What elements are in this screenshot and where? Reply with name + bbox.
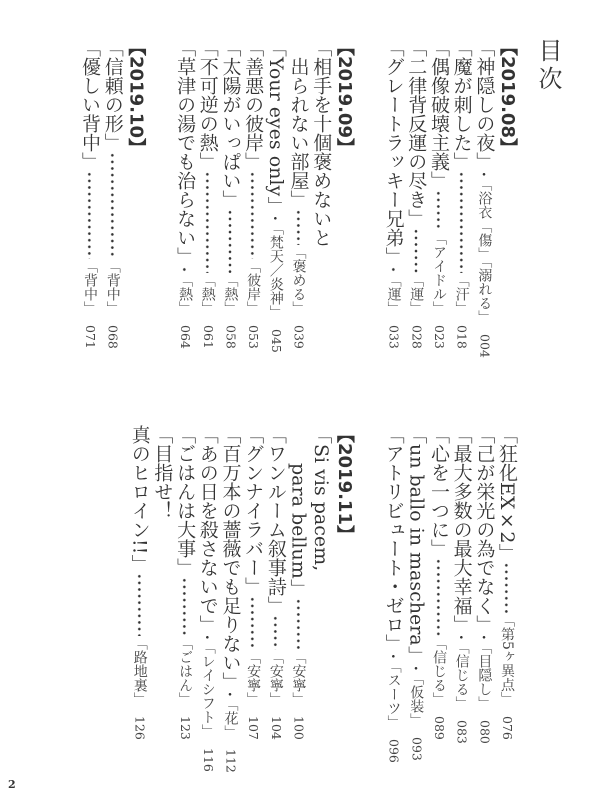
entry-title[interactable]: 「不可逆の熱」 (196, 38, 219, 171)
section-heading: 【2019.08】 (497, 38, 518, 156)
entry-title[interactable]: 「太陽がいっぱい」 (219, 38, 242, 209)
toc-entry[interactable] (196, 425, 219, 772)
entry-page-number: 039 (291, 325, 307, 349)
page-number: 2 (8, 778, 16, 791)
dot-leader (406, 228, 427, 273)
toc-entry[interactable] (264, 425, 287, 740)
entry-page-number: 018 (454, 325, 470, 349)
toc-entry[interactable] (241, 425, 264, 740)
toc-entry[interactable] (405, 38, 428, 349)
entry-title[interactable]: 「アトリビュート・ゼロ」 (382, 425, 405, 653)
toc-entry[interactable] (219, 38, 242, 349)
entry-page-number: 033 (386, 325, 402, 349)
spacer (146, 38, 173, 349)
entry-title[interactable]: 「偶像破壊主義」 (427, 38, 450, 190)
toc-entry[interactable] (382, 425, 405, 763)
entry-title[interactable]: 「グレートラッキー兄弟」 (382, 38, 405, 266)
dot-leader (428, 190, 449, 231)
entry-keyword: 「運」 (385, 273, 402, 316)
toc-title: 目次 (534, 38, 562, 94)
entry-keyword: 「熱」 (177, 273, 194, 316)
toc-bottom-half (128, 425, 518, 773)
dot-leader (102, 152, 123, 259)
toc-entry[interactable] (219, 425, 242, 773)
toc-entry[interactable] (173, 425, 196, 740)
entry-keyword: 「安寧」 (290, 650, 307, 707)
entry-keyword: 「汗」 (453, 273, 470, 316)
entry-title[interactable]: 「神隠しの夜」 (473, 38, 496, 171)
toc-entry[interactable] (264, 38, 287, 354)
dot-leader (242, 171, 263, 259)
entry-page-number: 104 (268, 716, 284, 740)
toc-entry-continued[interactable] (151, 425, 174, 740)
entry-keyword: 「運」 (408, 273, 425, 316)
entry-title[interactable]: 「最大多数の最大幸福」 (450, 425, 473, 634)
entry-page-number: 058 (223, 325, 239, 349)
dot-leader (451, 171, 472, 273)
entry-title[interactable]: 「信頼の形」 (101, 38, 124, 152)
entry-title[interactable]: 「百万本の薔薇でも足りない」 (219, 425, 242, 691)
dot-leader (174, 577, 195, 636)
toc-entry-continued[interactable] (310, 425, 333, 740)
entry-title[interactable]: 「草津の湯でも治らない」 (174, 38, 197, 266)
toc-entry[interactable] (450, 38, 473, 349)
section-heading-line (124, 38, 147, 349)
toc-entry[interactable] (495, 425, 518, 740)
entry-title[interactable]: 「二律背反運の尽き」 (405, 38, 428, 228)
entry-page-number: 068 (105, 325, 121, 349)
entry-page-number: 028 (409, 325, 425, 349)
entry-page-number: 004 (477, 334, 493, 358)
entry-page-number: 023 (431, 325, 447, 349)
entry-title[interactable]: 出られない部屋」 (287, 57, 310, 209)
entry-keyword: 「梵天／炎神」 (267, 221, 284, 320)
entry-keyword: 「信じる」 (453, 640, 470, 710)
entry-title[interactable]: 「あの日を殺さないで」 (196, 425, 219, 634)
entry-page-number: 100 (291, 716, 307, 740)
dot-leader (242, 596, 263, 650)
entry-title[interactable]: para bellum」 (287, 463, 310, 598)
toc-entry[interactable] (241, 38, 264, 349)
dot-leader (496, 562, 517, 613)
entry-keyword: 「浴衣「傷」「溺れる」 (476, 177, 493, 324)
toc-entry[interactable] (173, 38, 196, 349)
toc-entry[interactable] (287, 38, 310, 349)
entry-page-number: 053 (246, 325, 262, 349)
entry-title[interactable]: 「優しい背中」 (79, 38, 101, 171)
section-heading: 【2019.09】 (333, 38, 355, 156)
dot-leader (288, 598, 309, 650)
section-heading: 【2019.11】 (333, 425, 355, 543)
toc-entry[interactable] (287, 425, 310, 740)
entry-page-number: 071 (83, 325, 98, 349)
toc-entry[interactable] (473, 38, 496, 358)
entry-keyword: 「褒める」 (290, 245, 307, 316)
dot-leader (79, 171, 100, 259)
entry-title[interactable]: 「魔が刺した」 (450, 38, 473, 171)
toc-entry-continued[interactable] (310, 38, 333, 349)
dot-leader (174, 266, 195, 273)
entry-page-number: 083 (454, 720, 470, 744)
entry-keyword: 「スーツ」 (385, 659, 402, 729)
entry-title[interactable]: 「グンナイラバー」 (242, 425, 265, 596)
entry-keyword: 「安寧」 (245, 650, 262, 707)
entry-page-number: 096 (386, 739, 402, 763)
entry-title[interactable]: 「un ballo in maschera」 (405, 425, 428, 665)
dot-leader (383, 266, 404, 273)
entry-keyword: 「信じる」 (430, 636, 447, 707)
section-heading-line (495, 38, 518, 349)
entry-keyword: 「目隠し」 (476, 640, 493, 710)
entry-page-number: 123 (178, 716, 194, 740)
toc-entry[interactable] (473, 425, 496, 744)
toc-entry[interactable] (196, 38, 219, 349)
entry-keyword: 「安寧」 (267, 650, 284, 707)
section-heading-line (332, 38, 355, 349)
entry-page-number: 080 (477, 720, 493, 744)
entry-keyword: 「花」 (222, 697, 239, 739)
toc-entry[interactable] (78, 38, 101, 349)
toc-entry[interactable] (382, 38, 405, 349)
entry-keyword: 「仮装」 (408, 670, 425, 727)
entry-page-number: 112 (223, 749, 239, 773)
entry-keyword: 「彼岸」 (245, 259, 262, 316)
section-heading: 【2019.10】 (125, 38, 147, 156)
dot-leader (129, 573, 150, 636)
entry-title[interactable]: 「善悪の彼岸」 (242, 38, 265, 171)
toc-entry[interactable] (427, 425, 450, 740)
entry-page-number: 089 (431, 716, 447, 740)
dot-leader (288, 209, 309, 245)
entry-title[interactable]: 「己が栄光の為でなく」 (473, 425, 496, 634)
entry-title[interactable]: 「相手を十個褒めないと (310, 38, 333, 247)
toc-entry[interactable] (128, 425, 151, 740)
entry-title[interactable]: 「狂化EX×2」 (496, 425, 518, 563)
entry-title[interactable]: 「目指せ！ (151, 425, 174, 520)
entry-keyword: 「背中」 (82, 259, 98, 316)
entry-page-number: 116 (200, 748, 216, 772)
toc-entry[interactable] (427, 38, 450, 349)
entry-page-number: 045 (268, 329, 284, 354)
entry-title[interactable]: 「心を一つに」 (427, 425, 450, 558)
entry-title[interactable]: 「Your eyes only」 (264, 38, 287, 216)
entry-keyword: 「熱」 (222, 273, 239, 316)
entry-keyword: 「熱」 (199, 273, 216, 316)
entry-keyword: 「第5ヶ異点」 (499, 613, 515, 707)
entry-page-number: 061 (200, 325, 216, 349)
entry-keyword: 「アイドル」 (430, 231, 447, 316)
entry-title[interactable]: 「Si vis pacem, (310, 425, 333, 572)
toc-entry[interactable] (405, 425, 428, 761)
entry-keyword: 「路地裏」 (131, 636, 148, 707)
entry-keyword: 「ごはん」 (177, 636, 194, 707)
entry-page-number: 093 (409, 736, 425, 761)
entry-page-number: 064 (178, 325, 194, 349)
entry-keyword: 「背中」 (104, 259, 121, 316)
entry-page-number: 126 (132, 716, 148, 740)
spacer (355, 425, 382, 740)
entry-keyword: 「レイシフト」 (199, 640, 216, 738)
entry-title[interactable]: 「ワンルーム叙事詩」 (264, 425, 287, 615)
toc-entry[interactable] (101, 38, 124, 349)
entry-page-number: 107 (246, 716, 262, 740)
entry-page-number: 076 (500, 716, 515, 740)
section-heading-line (332, 425, 355, 740)
dot-leader (220, 209, 241, 273)
entry-title[interactable]: 「ごはんは大事」 (174, 425, 197, 577)
dot-leader (428, 558, 449, 636)
entry-title[interactable]: 真のヒロイン!!」 (128, 425, 151, 574)
dot-leader (265, 615, 286, 650)
toc-entry[interactable] (450, 425, 473, 744)
spacer (355, 38, 382, 349)
toc-top-half (78, 38, 518, 358)
dot-leader (197, 171, 218, 273)
